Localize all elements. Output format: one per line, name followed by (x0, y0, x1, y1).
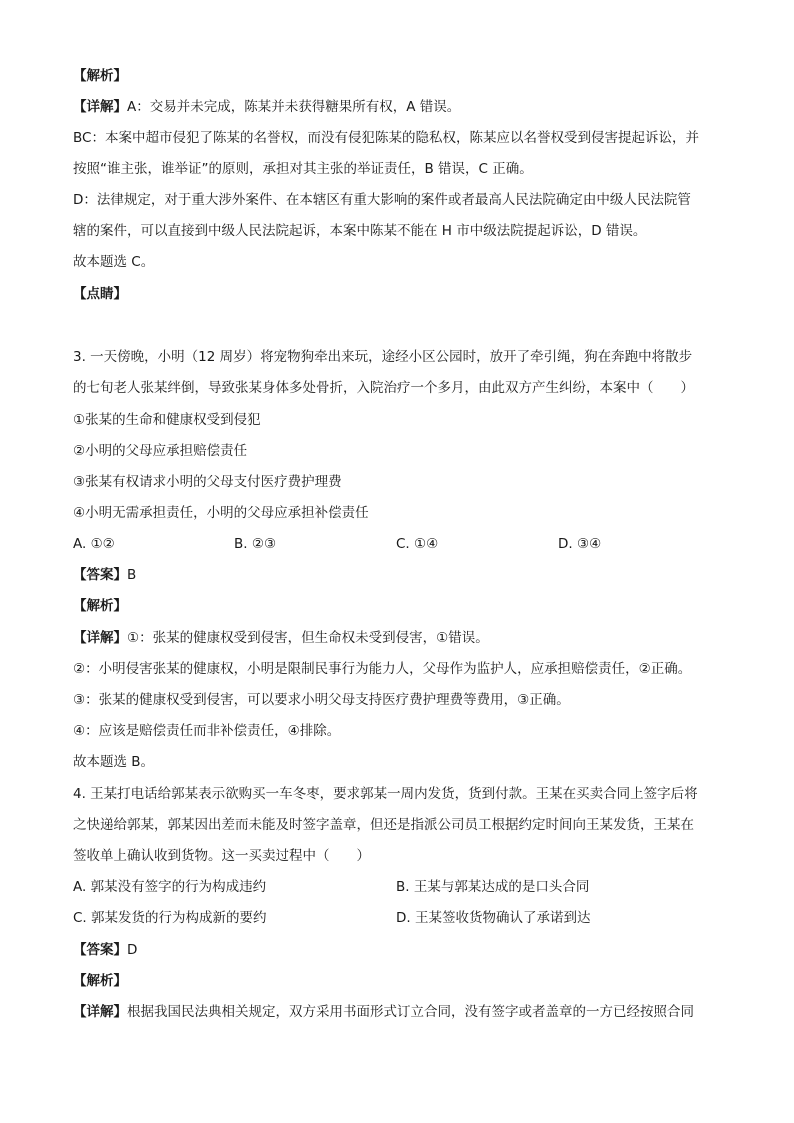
q4-detail-tag: 【详解】 (73, 1004, 127, 1020)
q3-detail-tag: 【详解】 (73, 630, 127, 646)
q3-option-c: C. ①④ (396, 536, 439, 552)
q2-conclusion: 故本题选 C。 (73, 254, 155, 270)
q4-analysis-heading: 【解析】 (73, 973, 127, 989)
q2-detail-tag: 【详解】 (73, 99, 127, 115)
q3-detail-line (73, 628, 489, 648)
q4-option-a: A. 郭某没有签字的行为构成违约 (73, 879, 267, 895)
q3-option-d: D. ③④ (558, 536, 602, 552)
q3-analysis-heading: 【解析】 (73, 598, 127, 614)
q3-answer-line (73, 565, 136, 585)
q2-d-line1: D：法律规定，对于重大涉外案件、在本辖区有重大影响的案件或者最高人民法院确定由中级人民法院管 (73, 192, 691, 208)
q3-answer-tag: 【答案】 (73, 567, 127, 583)
q4-stem-line2: 之快递给郭某，郭某因出差而未能及时签字盖章，但还是指派公司员工根据约定时间向王某发货，王某在 (73, 817, 694, 833)
q3-detail-2: ②：小明侵害张某的健康权，小明是限制民事行为能力人，父母作为监护人，应承担赔偿责任，②正确。 (73, 661, 692, 677)
q4-answer-tag: 【答案】 (73, 942, 127, 958)
q4-answer-line (73, 940, 137, 960)
q3-stem-line1: 3. 一天傍晚，小明（12 周岁）将宠物狗牵出来玩，途经小区公园时，放开了牵引绳，狗在奔跑中将散步 (73, 349, 693, 365)
q4-option-c: C. 郭某发货的行为构成新的要约 (73, 910, 267, 926)
q4-stem-line1: 4. 王某打电话给郭某表示欲购买一车冬枣，要求郭某一周内发货，货到付款。王某在买卖合同上签字后将 (73, 786, 698, 802)
q2-bc-line2: 按照“谁主张，谁举证”的原则，承担对其主张的举证责任，B 错误，C 正确。 (73, 161, 533, 177)
q4-detail-line (73, 1002, 694, 1022)
q3-detail-text: ①：张某的健康权受到侵害，但生命权未受到侵害，①错误。 (127, 630, 489, 646)
q3-detail-4: ④：应该是赔偿责任而非补偿责任，④排除。 (73, 723, 341, 739)
q3-item-1: ①张某的生命和健康权受到侵犯 (73, 412, 261, 428)
q2-analysis-heading: 【解析】 (73, 68, 127, 84)
q2-detail-line (73, 97, 460, 117)
q3-stem-line2: 的七旬老人张某绊倒，导致张某身体多处骨折，入院治疗一个多月，由此双方产生纠纷，本案中（ ） (73, 380, 694, 396)
q3-item-4: ④小明无需承担责任，小明的父母应承担补偿责任 (73, 505, 369, 521)
q3-detail-3: ③：张某的健康权受到侵害，可以要求小明父母支持医疗费护理费等费用，③正确。 (73, 692, 570, 708)
q2-bc-line1: BC：本案中超市侵犯了陈某的名誉权，而没有侵犯陈某的隐私权，陈某应以名誉权受到侵害提起诉讼，并 (73, 130, 699, 146)
q3-item-2: ②小明的父母应承担赔偿责任 (73, 443, 248, 459)
q4-answer-value: D (127, 942, 138, 958)
q3-conclusion: 故本题选 B。 (73, 754, 155, 770)
q3-option-b: B. ②③ (234, 536, 277, 552)
q4-option-b: B. 王某与郭某达成的是口头合同 (396, 879, 590, 895)
q4-option-d: D. 王某签收货物确认了承诺到达 (396, 910, 591, 926)
q3-item-3: ③张某有权请求小明的父母支付医疗费护理费 (73, 474, 342, 490)
q4-stem-line3: 签收单上确认收到货物。这一买卖过程中（ ） (73, 848, 370, 864)
q3-answer-value: B (127, 567, 137, 583)
q4-detail-text: 根据我国民法典相关规定，双方采用书面形式订立合同，没有签字或者盖章的一方已经按照合同 (127, 1004, 694, 1020)
q2-detail-text: A：交易并未完成，陈某并未获得糖果所有权，A 错误。 (127, 99, 461, 115)
q2-point-heading: 【点睛】 (73, 286, 127, 302)
q2-d-line2: 辖的案件，可以直接到中级人民法院起诉，本案中陈某不能在 H 市中级法院提起诉讼，D 错误。 (73, 223, 647, 239)
q3-option-a: A. ①② (73, 536, 115, 552)
